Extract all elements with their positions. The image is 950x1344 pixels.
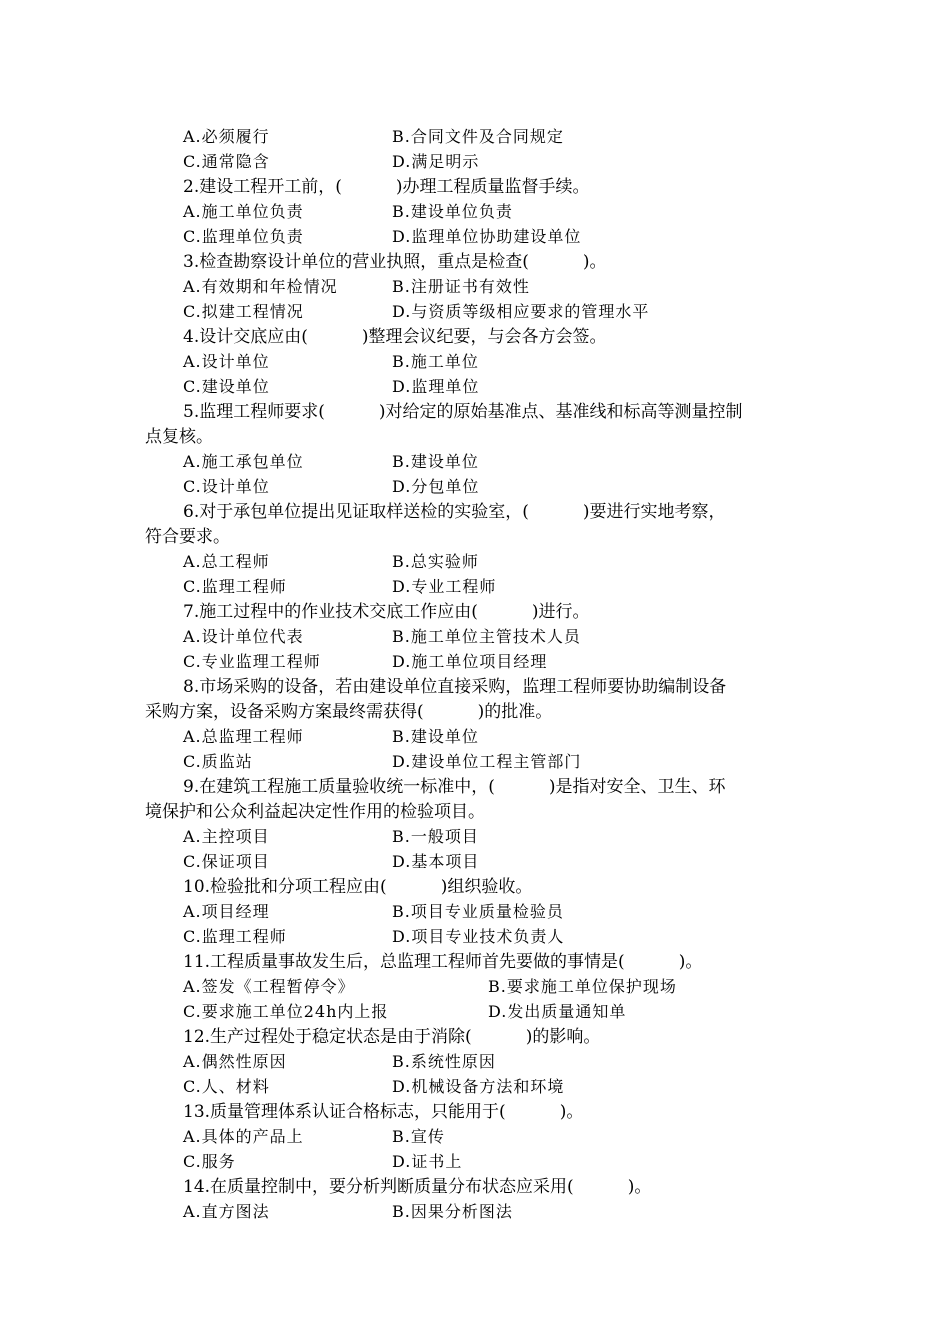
option-text: A.签发《工程暂停令》 <box>183 977 355 996</box>
option-text: D.监理单位协助建设单位 <box>392 227 582 246</box>
question-text: 10.检验批和分项工程应由( )组织验收。 <box>183 877 533 897</box>
option-text: B.注册证书有效性 <box>392 277 530 296</box>
option-text: B.要求施工单位保护现场 <box>488 977 677 996</box>
question-text: 8.市场采购的设备，若由建设单位直接采购，监理工程师要协助编制设备 <box>183 677 727 697</box>
option-text: D.建设单位工程主管部门 <box>392 752 582 771</box>
option-text: C.建设单位 <box>183 377 270 396</box>
option-text: A.有效期和年检情况 <box>183 277 338 296</box>
option-text: B.建设单位 <box>392 452 479 471</box>
option-text: C.服务 <box>183 1152 236 1171</box>
option-text: C.监理工程师 <box>183 577 287 596</box>
option-text: D.专业工程师 <box>392 577 497 596</box>
option-text: B.施工单位主管技术人员 <box>392 627 581 646</box>
option-text: A.直方图法 <box>183 1202 270 1221</box>
option-text: B.一般项目 <box>392 827 479 846</box>
option-text: A.必须履行 <box>183 127 270 146</box>
option-text: D.施工单位项目经理 <box>392 652 548 671</box>
question-text: 13.质量管理体系认证合格标志，只能用于( )。 <box>183 1102 584 1122</box>
option-text: B.建设单位 <box>392 727 479 746</box>
question-text: 9.在建筑工程施工质量验收统一标准中，( )是指对安全、卫生、环 <box>183 777 726 797</box>
option-text: C.人、材料 <box>183 1077 270 1096</box>
option-text: A.具体的产品上 <box>183 1127 304 1146</box>
option-text: C.监理工程师 <box>183 927 287 946</box>
option-text: C.保证项目 <box>183 852 270 871</box>
option-text: A.总工程师 <box>183 552 270 571</box>
option-text: D.监理单位 <box>392 377 480 396</box>
option-text: C.通常隐含 <box>183 152 270 171</box>
option-text: A.设计单位代表 <box>183 627 304 646</box>
option-text: D.分包单位 <box>392 477 480 496</box>
option-text: D.机械设备方法和环境 <box>392 1077 565 1096</box>
option-text: B.施工单位 <box>392 352 479 371</box>
option-text: B.宣传 <box>392 1127 445 1146</box>
option-text: C.质监站 <box>183 752 253 771</box>
question-text: 7.施工过程中的作业技术交底工作应由( )进行。 <box>183 602 590 622</box>
option-text: A.设计单位 <box>183 352 270 371</box>
option-text: C.设计单位 <box>183 477 270 496</box>
option-text: C.专业监理工程师 <box>183 652 321 671</box>
question-text-continued: 符合要求。 <box>145 527 230 547</box>
question-text: 4.设计交底应由( )整理会议纪要，与会各方会签。 <box>183 327 607 347</box>
option-text: B.总实验师 <box>392 552 479 571</box>
option-text: D.项目专业技术负责人 <box>392 927 565 946</box>
option-text: A.施工承包单位 <box>183 452 304 471</box>
option-text: A.主控项目 <box>183 827 270 846</box>
question-text: 2.建设工程开工前，( )办理工程质量监督手续。 <box>183 177 590 197</box>
option-text: A.偶然性原因 <box>183 1052 287 1071</box>
option-text: B.因果分析图法 <box>392 1202 513 1221</box>
option-text: B.建设单位负责 <box>392 202 513 221</box>
option-text: A.项目经理 <box>183 902 270 921</box>
question-text: 14.在质量控制中，要分析判断质量分布状态应采用( )。 <box>183 1177 652 1197</box>
question-text: 3.检查勘察设计单位的营业执照，重点是检查( )。 <box>183 252 607 272</box>
option-text: C.拟建工程情况 <box>183 302 304 321</box>
option-text: D.基本项目 <box>392 852 480 871</box>
option-text: C.监理单位负责 <box>183 227 304 246</box>
question-text-continued: 点复核。 <box>145 427 213 447</box>
option-text: C.要求施工单位24h内上报 <box>183 1002 389 1021</box>
question-text: 12.生产过程处于稳定状态是由于消除( )的影响。 <box>183 1027 601 1047</box>
question-text-continued: 境保护和公众利益起决定性作用的检验项目。 <box>145 802 485 822</box>
question-text: 11.工程质量事故发生后，总监理工程师首先要做的事情是( )。 <box>183 952 703 972</box>
option-text: D.证书上 <box>392 1152 463 1171</box>
option-text: D.满足明示 <box>392 152 480 171</box>
option-text: A.施工单位负责 <box>183 202 304 221</box>
question-text: 5.监理工程师要求( )对给定的原始基准点、基准线和标高等测量控制 <box>183 402 743 422</box>
question-text-continued: 采购方案，设备采购方案最终需获得( )的批准。 <box>145 702 553 722</box>
option-text: B.系统性原因 <box>392 1052 496 1071</box>
option-text: B.合同文件及合同规定 <box>392 127 564 146</box>
option-text: D.与资质等级相应要求的管理水平 <box>392 302 650 321</box>
question-text: 6.对于承包单位提出见证取样送检的实验室，( )要进行实地考察， <box>183 502 726 522</box>
option-text: B.项目专业质量检验员 <box>392 902 564 921</box>
option-text: A.总监理工程师 <box>183 727 304 746</box>
option-text: D.发出质量通知单 <box>488 1002 627 1021</box>
